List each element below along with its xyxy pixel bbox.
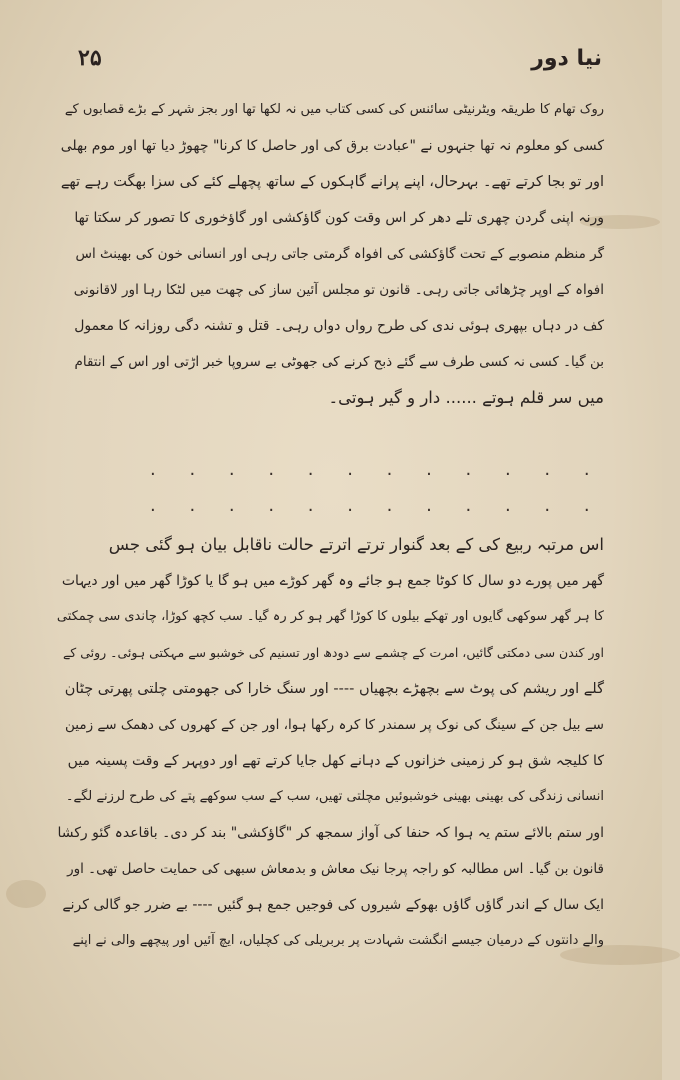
section-separator: . . . . . . . . . . . . bbox=[150, 459, 604, 480]
running-title: نیا دور bbox=[531, 45, 602, 71]
text-line: گھر میں پورے دو سال کا کوٹا جمع ہو جائے وہ گھر کوڑے میں ہو گا یا کوڑا گھر میں اور دیہات bbox=[61, 573, 604, 589]
text-line: اور تو بجا کرتے تھے۔ بہرحال، اپنے پرانے گاہکوں کے ساتھ پچھلے کئے کی سزا بھگت رہے تھے bbox=[60, 174, 604, 190]
text-line: بن گیا۔ کسی نہ کسی طرف سے گئے ذبح کرنے کی جھوٹی بے سروپا خبر اڑتی اور اس کے انتقام bbox=[74, 354, 604, 370]
text-line: اور کندن سی دمکتی گائیں، امرت کے چشمے سے دودھ اور تسنیم کی خوشبو سے مہکتی ہوئی۔ روئی کے bbox=[62, 645, 604, 660]
paragraph-2 bbox=[58, 527, 604, 959]
text-line: گر منظم منصوبے کے تحت گاؤکشی کی افواہ گرمتی جاتی رہی اور انسانی خون کی بھینٹ اس bbox=[75, 246, 604, 262]
text-line: قانون بن گیا۔ اس مطالبہ کو راجہ پرجا نیک معاش و بدمعاش سبھی کی حمایت حاصل تھی۔ اور bbox=[67, 861, 604, 877]
page-header bbox=[60, 38, 602, 78]
paragraph-1 bbox=[58, 92, 604, 416]
text-line: کا ہر گھر سوکھی گایوں اور تھکے بیلوں کا کوڑا گھر ہو کر رہ گیا۔ سب کچھ کوڑا، چاندی سی چمکتی bbox=[56, 609, 604, 624]
text-line: انسانی زندگی کی بھینی بھینی خوشبوئیں مچلتی تھیں، سب کے سب سوکھے پتے کی طرح لرزنے لگے۔ bbox=[65, 789, 604, 804]
text-line: میں سر قلم ہوتے ...... دار و گیر ہوتی۔ bbox=[328, 388, 604, 407]
text-line: سے بیل جن کے سینگ کی نوک پر سمندر کا کرہ رکھا ہوا، اور جن کے کھروں کی دھمک سے زمین bbox=[65, 717, 604, 733]
text-line: کف در دہاں بپھری ہوئی ندی کی طرح رواں دواں رہی۔ قتل و تشنہ دگی روزانہ کا معمول bbox=[74, 318, 604, 334]
text-line: افواہ کے اوپر چڑھائی جاتی رہی۔ قانون تو مجلس آئین ساز کی چھت میں لٹکا رہا اور لاقانونی bbox=[73, 282, 604, 298]
text-line: کا کلیجہ شق ہو کر زمینی خزانوں کے دہانے کھل جایا کرتے تھے اور دوپہر کے وقت پسینہ میں bbox=[67, 753, 604, 769]
section-separator: . . . . . . . . . . . . bbox=[150, 495, 604, 516]
text-line: اور ستم بالائے ستم یہ ہوا کہ حنفا کی آواز سمجھ کر "گاؤکشی" بند کر دی۔ باقاعدہ گئو رکشا bbox=[57, 825, 604, 841]
text-line: روک تھام کا طریقہ ویٹرنیٹی سائنس کی کسی کتاب میں نہ لکھا تھا اور بجز شہر کے بڑے قصابوں کے bbox=[64, 102, 604, 117]
page-number: ۲۵ bbox=[78, 45, 102, 71]
text-line: کسی کو معلوم نہ تھا جنہوں نے "عبادت برق کی اور حاصل کا کرنا" چھوڑ دیا تھا اور موم بھلی bbox=[60, 138, 604, 154]
paper-stain bbox=[6, 880, 46, 908]
text-line: گلے اور ریشم کی پوٹ سے بچھڑے بچھیاں ---- اور سنگ خارا کی جھومتی چلتی پھرتی چٹان bbox=[64, 681, 604, 697]
text-line: ایک سال کے اندر گاؤں گاؤں بھوکے شیروں کی فوجیں جمع ہو گئیں ---- بے ضرر جو گالی کرنے bbox=[62, 897, 604, 913]
text-line: والے دانتوں کے درمیان جیسے انگشت شہادت پر بربریلی کی کچلیاں، ایچ آئیں اور پیچھے والی نے اپنے bbox=[72, 933, 604, 948]
text-line: اس مرتبہ ربیع کی کے بعد گنوار ترتے اترتے حالت ناقابل بیان ہو گئی جس bbox=[108, 535, 604, 554]
text-line: ورنہ اپنی گردن چھری تلے دھر کر اس وقت کون گاؤکشی اور گاؤخوری کا تصور کر سکتا تھا bbox=[74, 210, 604, 226]
